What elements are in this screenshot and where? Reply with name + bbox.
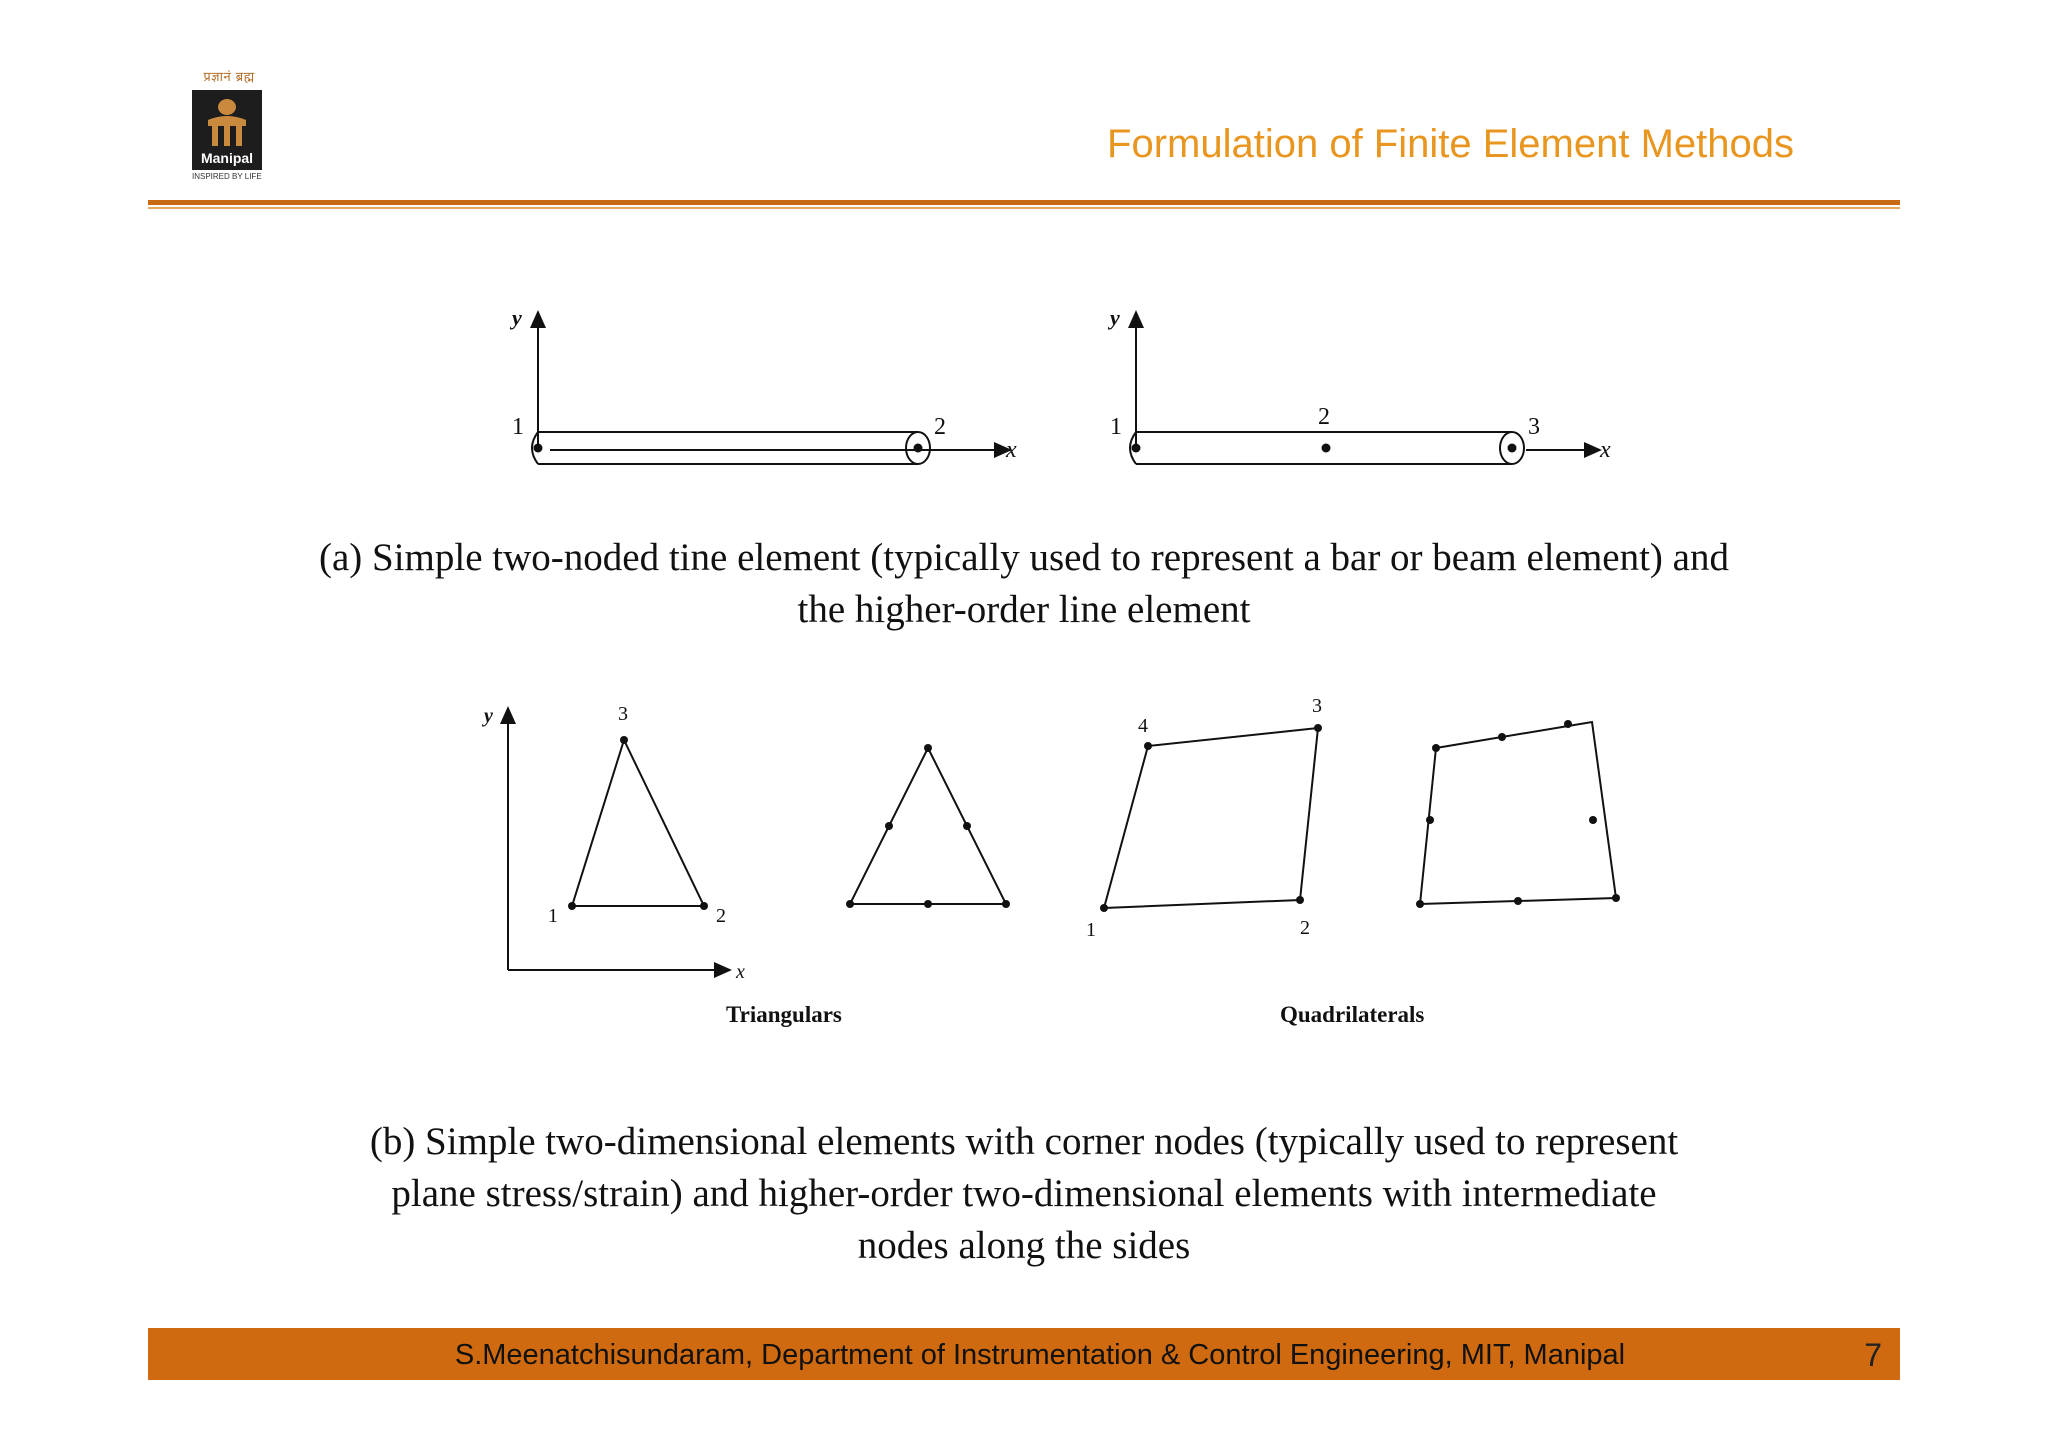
- tri-node-label-2: 2: [716, 905, 726, 927]
- quad-node-label-3: 3: [1312, 695, 1322, 717]
- caption-b-line2: plane stress/strain) and higher-order two-dimensional elements with intermediate: [391, 1172, 1657, 1215]
- node-3: [1508, 444, 1517, 453]
- node-1: [1132, 444, 1141, 453]
- triangle-corner-nodes: [548, 703, 726, 927]
- axis-label-y: y: [1110, 305, 1120, 330]
- logo-motto: प्रज्ञानं ब्रह्म: [203, 70, 255, 85]
- node-label-2: 2: [1318, 404, 1330, 430]
- node-label-2: 2: [934, 414, 946, 440]
- figure-b-axes: [482, 705, 745, 983]
- two-noded-line-element: [509, 305, 1017, 464]
- higher-order-line-element: [1107, 305, 1611, 464]
- axis-label-x: x: [1006, 437, 1017, 463]
- triangle-midside-nodes: [846, 744, 1010, 908]
- axis-label-x: x: [1600, 437, 1611, 463]
- quad-node-label-2: 2: [1300, 917, 1310, 939]
- caption-b-line3: nodes along the sides: [857, 1224, 1191, 1267]
- label-quadrilaterals: Quadrilaterals: [1280, 1002, 1425, 1027]
- footer-band: [148, 1328, 1900, 1380]
- caption-a: [0, 532, 2048, 636]
- quad-midside-nodes: [1416, 720, 1620, 908]
- logo-name: Manipal: [200, 150, 254, 166]
- axis-label-y: y: [484, 705, 493, 727]
- quad-corner-nodes: [1086, 695, 1322, 941]
- tri-node-label-3: 3: [618, 703, 628, 725]
- node-2: [914, 444, 923, 453]
- axis-label-y: y: [512, 305, 522, 330]
- logo-tagline: INSPIRED BY LIFE: [192, 172, 262, 181]
- node-label-3: 3: [1528, 414, 1540, 440]
- caption-b-line1: (b) Simple two-dimensional elements with corner nodes (typically used to represent: [369, 1120, 1679, 1163]
- slide-title: Formulation of Finite Element Methods: [1107, 122, 1794, 166]
- footer-author: S.Meenatchisundaram, Department of Instrumentation & Control Engineering, MIT, Manipal: [454, 1339, 1626, 1371]
- caption-a-line1: (a) Simple two-noded tine element (typically used to represent a bar or beam element) and: [319, 536, 1729, 579]
- caption-a-line2: the higher-order line element: [797, 588, 1251, 631]
- label-triangulars: Triangulars: [726, 1002, 842, 1027]
- tri-node-label-1: 1: [548, 905, 558, 927]
- axis-label-x: x: [736, 961, 745, 983]
- node-2: [1322, 444, 1331, 453]
- node-label-1: 1: [1110, 414, 1122, 440]
- node-label-1: 1: [512, 414, 524, 440]
- caption-b: [0, 1116, 2048, 1272]
- quad-node-label-1: 1: [1086, 919, 1096, 941]
- page-number: 7: [1864, 1337, 1882, 1373]
- quad-node-label-4: 4: [1138, 715, 1148, 737]
- node-1: [534, 444, 543, 453]
